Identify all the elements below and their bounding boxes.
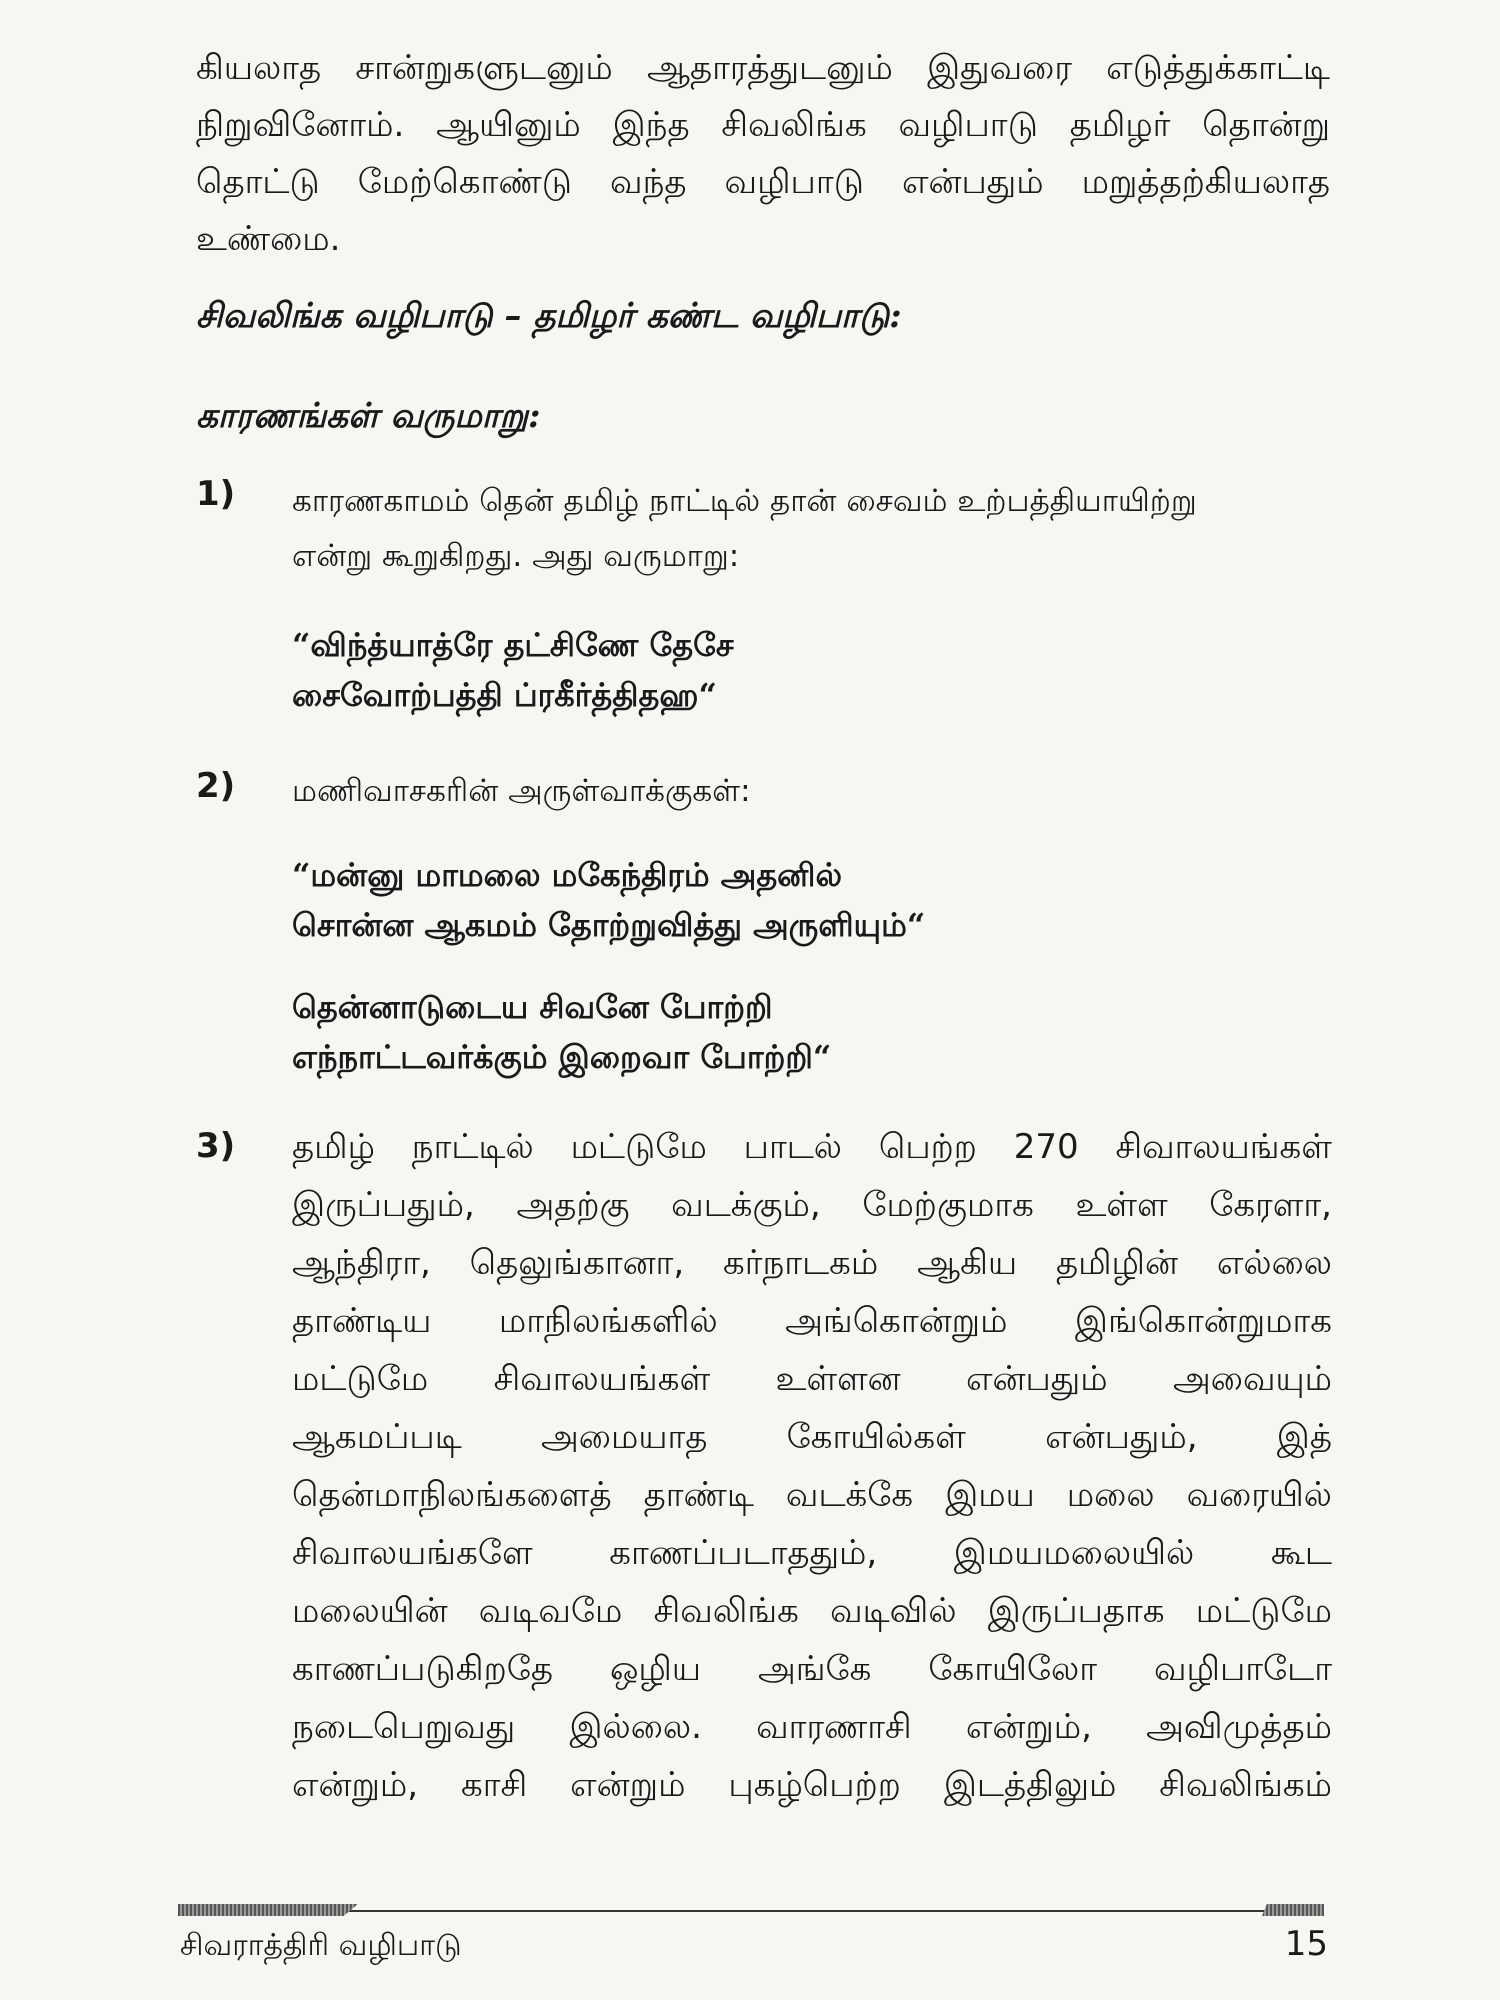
text-line: நிறுவினோம். ஆயினும் இந்த சிவலிங்க வழிபாடு தமிழர் தொன்று <box>196 105 1330 145</box>
intro-paragraph <box>196 40 1330 268</box>
footer-ornament-left <box>178 1904 358 1916</box>
text-line: நடைபெறுவது இல்லை. வாரணாசி என்றும், அவிமுத்தம் <box>292 1707 1332 1747</box>
text-line: தாண்டிய மாநிலங்களில் அங்கொன்றும் இங்கொன்றுமாக <box>292 1301 1332 1341</box>
text-line: மட்டுமே சிவாலயங்கள் உள்ளன என்பதும் அவையும் <box>292 1359 1332 1399</box>
text-line: தமிழ் நாட்டில் மட்டுமே பாடல் பெற்ற 270 சிவாலயங்கள் <box>292 1127 1332 1167</box>
text-line: கியலாத சான்றுகளுடனும் ஆதாரத்துடனும் இதுவரை எடுத்துக்காட்டி <box>196 48 1330 88</box>
page-number: 15 <box>1284 1924 1328 1964</box>
item-number: 3) <box>196 1126 236 1166</box>
text-line: உண்மை. <box>196 219 341 259</box>
text-line: ஆந்திரா, தெலுங்கானா, கர்நாடகம் ஆகிய தமிழின் எல்லை <box>292 1243 1332 1283</box>
section-heading: சிவலிங்க வழிபாடு – தமிழர் கண்ட வழிபாடு: <box>196 296 902 336</box>
verse-line: சொன்ன ஆகமம் தோற்றுவித்து அருளியும்“ <box>292 906 926 944</box>
verse-line: “மன்னு மாமலை மகேந்திரம் அதனில் <box>292 856 843 894</box>
text-line: தொட்டு மேற்கொண்டு வந்த வழிபாடு என்பதும் மறுத்தற்கியலாத <box>196 162 1330 202</box>
text-line: தென்மாநிலங்களைத் தாண்டி வடக்கே இமய மலை வரையில் <box>292 1475 1332 1515</box>
text-line: என்று கூறுகிறது. அது வருமாறு: <box>292 538 740 574</box>
text-line: காரணகாமம் தென் தமிழ் நாட்டில் தான் சைவம் உற்பத்தியாயிற்று <box>292 483 1197 519</box>
verse-block <box>292 850 925 950</box>
text-line: காணப்படுகிறதே ஒழிய அங்கே கோயிலோ வழிபாடோ <box>292 1649 1332 1689</box>
text-line: என்றும், காசி என்றும் புகழ்பெற்ற இடத்திலும் சிவலிங்கம் <box>292 1765 1332 1805</box>
verse-block <box>292 620 734 720</box>
item-paragraph <box>292 1118 1332 1814</box>
verse-block <box>292 982 831 1082</box>
running-footer-title: சிவராத்திரி வழிபாடு <box>180 1928 462 1963</box>
subsection-heading: காரணங்கள் வருமாறு: <box>196 396 541 436</box>
text-line: மலையின் வடிவமே சிவலிங்க வடிவில் இருப்பதாக மட்டுமே <box>292 1591 1332 1631</box>
footer-ornament-right <box>1262 1904 1324 1916</box>
item-text <box>292 474 1332 584</box>
text-line: சிவாலயங்களே காணப்படாததும், இமயமலையில் கூட <box>292 1533 1332 1573</box>
text-line: இருப்பதும், அதற்கு வடக்கும், மேற்குமாக உள்ள கேரளா, <box>292 1185 1332 1225</box>
item-number: 2) <box>196 766 236 806</box>
verse-line: “விந்த்யாத்ரே தட்சிணே தேசே <box>292 626 734 664</box>
verse-line: எந்நாட்டவர்க்கும் இறைவா போற்றி“ <box>292 1038 832 1076</box>
text-line: ஆகமப்படி அமையாத கோயில்கள் என்பதும், இத் <box>292 1417 1332 1457</box>
item-text: மணிவாசகரின் அருள்வாக்குகள்: <box>292 773 751 809</box>
verse-line: தென்னாடுடைய சிவனே போற்றி <box>292 988 773 1026</box>
item-number: 1) <box>196 474 236 514</box>
verse-line: சைவோற்பத்தி ப்ரகீர்த்திதஹ“ <box>292 676 717 714</box>
